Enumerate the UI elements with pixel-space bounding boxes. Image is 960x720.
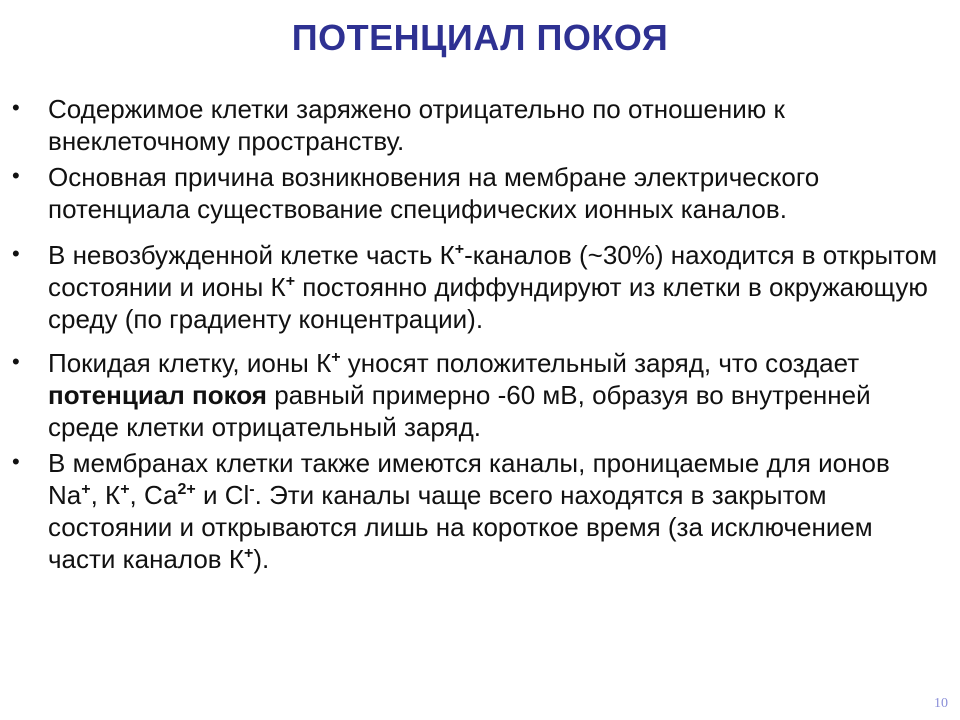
bullet-marker: •	[12, 349, 20, 374]
bullet-text: , К	[90, 480, 121, 510]
page-number: 10	[934, 696, 948, 711]
bullet-text: Основная причина возникновения на мембране электрического потенциала существование специфических ионных каналов.	[48, 162, 820, 224]
bullet-text: уносят положительный заряд, что создает	[340, 348, 860, 378]
bullet-item-4	[12, 347, 942, 443]
slide-title: ПОТЕНЦИАЛ ПОКОЯ	[291, 17, 669, 58]
superscript: +	[81, 481, 91, 498]
superscript: +	[120, 481, 130, 498]
bullet-text: . Эти каналы чаще всего находятся в закрытом состоянии и открываются лишь на короткое время (за исключением части каналов К	[48, 480, 873, 574]
bullet-item-5	[12, 447, 942, 575]
bullet-text: Содержимое клетки заряжено отрицательно по отношению к внеклеточному пространству.	[48, 94, 785, 156]
bold-term: потенциал покоя	[48, 380, 267, 410]
superscript: +	[454, 241, 465, 258]
bullet-text: и Cl	[195, 480, 250, 510]
bullet-item-3	[12, 239, 942, 335]
bullet-item-2	[12, 161, 942, 225]
superscript: -	[249, 481, 255, 498]
bullet-list	[12, 93, 942, 575]
bullet-text: -каналов (~30%) находится в открытом состоянии и ионы К	[48, 240, 938, 302]
bullet-text: В мембранах клетки также имеются каналы, проницаемые для ионов Na	[48, 448, 890, 510]
superscript: +	[244, 545, 254, 562]
bullet-marker: •	[12, 163, 20, 188]
bullet-text: , Са	[129, 480, 178, 510]
bullet-text: постоянно диффундируют из клетки в окружающую среду (по градиенту концентрации).	[48, 272, 928, 334]
superscript: +	[331, 349, 341, 366]
superscript: +	[285, 273, 296, 290]
bullet-text: В невозбужденной клетке часть К	[48, 240, 455, 270]
bullet-marker: •	[12, 95, 20, 120]
bullet-item-1	[12, 93, 942, 157]
superscript: 2+	[177, 481, 196, 498]
bullet-text: равный примерно -60 мВ, образуя во внутренней среде клетки отрицательный заряд.	[48, 380, 871, 442]
bullet-marker: •	[12, 241, 20, 266]
bullet-text: ).	[253, 544, 270, 574]
bullet-text: Покидая клетку, ионы К	[48, 348, 332, 378]
bullet-marker: •	[12, 449, 20, 474]
